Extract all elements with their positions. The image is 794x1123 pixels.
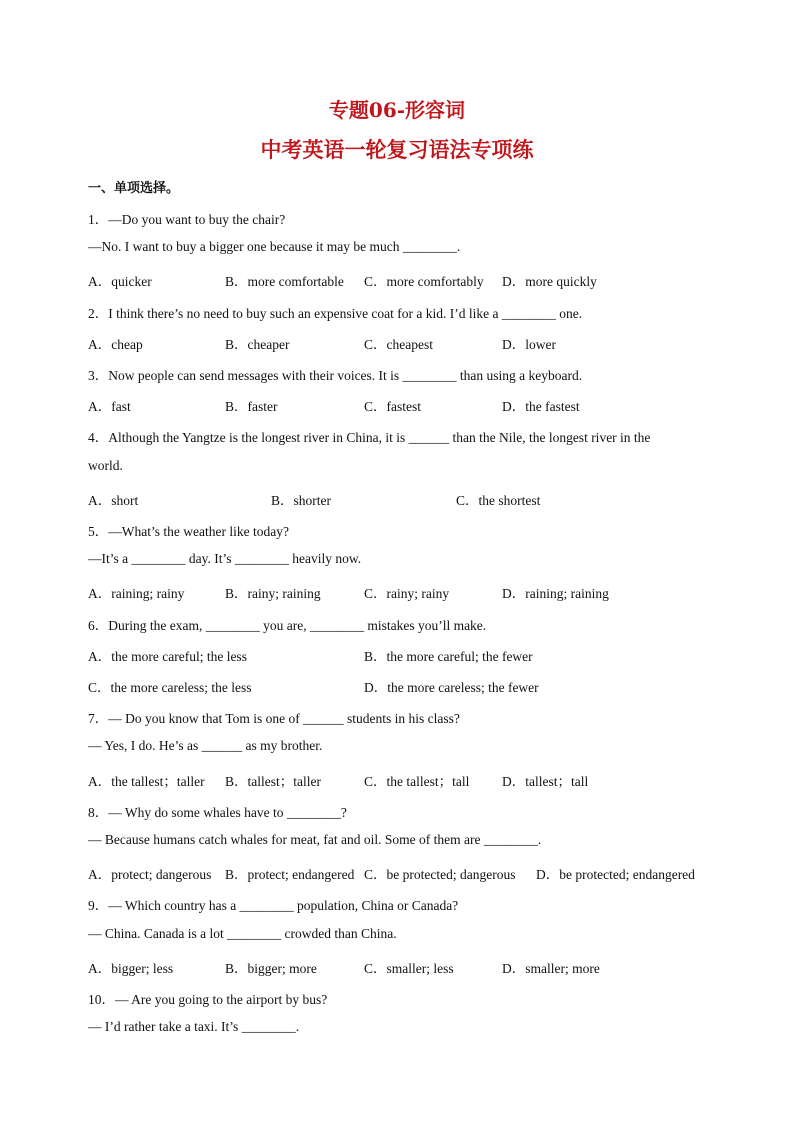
question-7-option-d: D．tallest；tall [502,774,589,789]
question-9-stem: 9．— Which country has a ________ population, China or Canada? [88,898,459,913]
question-8-stem: 8．— Why do some whales have to ________? [88,805,347,820]
question-7-option-b: B．tallest；taller [225,774,321,789]
question-5-option-a: A．raining; rainy [88,586,185,601]
question-8-option-d: D．be protected; endangered [536,867,695,882]
question-3-option-a: A．fast [88,399,131,414]
question-8-option-b: B．protect; endangered [225,867,355,882]
question-7-line-2: — Yes, I do. He’s as ______ as my brother. [88,738,323,753]
question-8-option-a: A．protect; dangerous [88,867,212,882]
question-5-stem: 5．—What’s the weather like today? [88,524,289,539]
question-8-line-2: — Because humans catch whales for meat, fat and oil. Some of them are ________. [88,832,542,847]
question-3-option-d: D．the fastest [502,399,580,414]
question-9-option-c: C．smaller; less [364,961,454,976]
page-subtitle: 中考英语一轮复习语法专项练 [260,137,534,162]
question-1-option-d: D．more quickly [502,274,597,289]
question-4-option-b: B．shorter [271,493,331,508]
question-5-option-b: B．rainy; raining [225,586,321,601]
question-4-option-c: C．the shortest [456,493,541,508]
question-1-option-b: B．more comfortable [225,274,344,289]
question-3-stem: 3．Now people can send messages with their voices. It is ________ than using a keyboard. [88,368,583,383]
section-heading: 一、单项选择。 [88,181,180,196]
question-4-line-2: world. [88,458,123,473]
question-3-option-c: C．fastest [364,399,421,414]
question-10-line-2: — I’d rather take a taxi. It’s ________. [88,1019,300,1034]
question-10-stem: 10．— Are you going to the airport by bus? [88,992,328,1007]
question-5-option-c: C．rainy; rainy [364,586,450,601]
question-8-option-c: C．be protected; dangerous [364,867,516,882]
question-2-stem: 2．I think there’s no need to buy such an expensive coat for a kid. I’d like a ________ one. [88,306,583,321]
question-2-option-b: B．cheaper [225,337,290,352]
question-2-option-d: D．lower [502,337,556,352]
question-1-line-2: —No. I want to buy a bigger one because it may be much ________. [88,239,461,254]
question-6-stem: 6．During the exam, ________ you are, ________ mistakes you’ll make. [88,618,487,633]
page-title: 专题06-形容词 [328,98,466,122]
question-9-line-2: — China. Canada is a lot ________ crowded than China. [88,926,397,941]
question-4-stem: 4．Although the Yangtze is the longest river in China, it is ______ than the Nile, the longest river in the [88,430,651,445]
question-6-option-b: B．the more careful; the fewer [364,649,533,664]
question-7-option-a: A．the tallest；taller [88,774,205,789]
question-2-option-a: A．cheap [88,337,143,352]
question-7-stem: 7．— Do you know that Tom is one of ______ students in his class? [88,711,460,726]
question-6-option-a: A．the more careful; the less [88,649,247,664]
question-6-option-d: D．the more careless; the fewer [364,680,539,695]
question-2-option-c: C．cheapest [364,337,433,352]
question-7-option-c: C．the tallest；tall [364,774,470,789]
question-6-option-c: C．the more careless; the less [88,680,252,695]
question-1-option-a: A．quicker [88,274,152,289]
question-3-option-b: B．faster [225,399,278,414]
question-9-option-d: D．smaller; more [502,961,600,976]
question-9-option-b: B．bigger; more [225,961,317,976]
question-5-line-2: —It’s a ________ day. It’s ________ heavily now. [88,551,362,566]
question-9-option-a: A．bigger; less [88,961,174,976]
question-1-option-c: C．more comfortably [364,274,484,289]
question-1-stem: 1．—Do you want to buy the chair? [88,212,286,227]
question-5-option-d: D．raining; raining [502,586,609,601]
question-4-option-a: A．short [88,493,139,508]
